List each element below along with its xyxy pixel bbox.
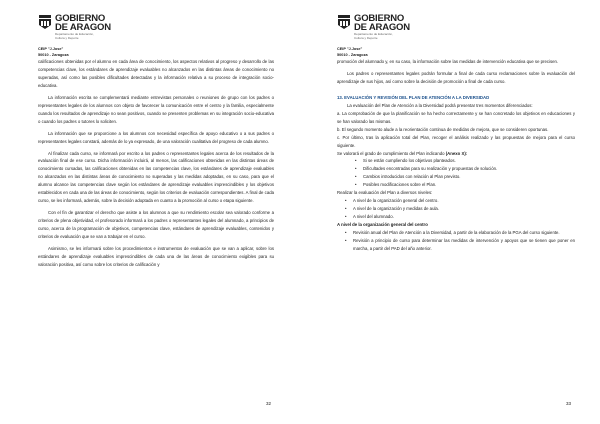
paragraph: Se valorará el grado de cumplimiento del Plan indicando (Anexo X): [337, 150, 468, 156]
list-item: • Posibles modificaciones sobre el Plan. [363, 181, 575, 189]
list-item: • A nivel de la organización y medidas de aula. [353, 205, 575, 213]
aragon-crest-icon [337, 14, 351, 30]
objectives-list [337, 157, 575, 189]
paragraph: La información que se proporcione a los alumnos con necesidad específica de apoyo educativo o a sus padres o representantes legales constará, además de lo ya expresado, de una valoración cualitativa del progreso de cada alumno. [38, 130, 274, 144]
logo-sub-1: Departamento de Educación, [55, 32, 94, 36]
paragraph: Los padres o representantes legales podrán formular a final de cada curso reclamaciones sobre la evaluación del aprendizaje de sus hijos, así como sobre la decisión de promoción a final de cada curso. [337, 70, 575, 84]
list-item: • A nivel de la organización general del centro. [353, 197, 575, 205]
logo-sub-2: Cultura y Deporte [354, 36, 378, 41]
paragraph: c. Por último, tras la aplicación total del Plan, recoger el análisis realizado y las propuestas de mejora para el curso siguiente. [337, 134, 575, 148]
school-header [337, 47, 368, 58]
school-name: CEIP "J.Jose" [38, 47, 64, 51]
school-postcode: 50010 - Zaragoza [38, 52, 69, 57]
gobierno-aragon-logo [337, 14, 410, 41]
section-heading: 13. EVALUACIÓN Y REVISIÓN DEL PLAN DE ATENCIÓN A LA DIVERSIDAD [337, 94, 490, 100]
paragraph: Al finalizar cada curso, se informará por escrito a los padres o representantes legales acerca de los resultados de la evaluación final de ese curso. Dicha información incluirá, al menos, las calificaciones obtenidas en las distintas áreas de conocimiento cursadas, las calificaciones obtenidas en las competencias clave, los estándares de aprendizaje evaluables no alcanzados en las distintas áreas de conocimiento no superadas y las medidas adoptadas, en su caso, para que el alumno alcance las competencias clave según los estándares de aprendizaje evaluables imprescindibles y los objetivos establecidos en cada una de las áreas de conocimiento, según los criterios de evaluación correspondientes. A final de cada curso, se les informará, además, sobre la decisión adoptada en cuanto a la promoción al curso o etapa siguiente. [38, 150, 274, 204]
logo-line-1: GOBIERNO [55, 13, 106, 24]
paragraph: La información escrita se complementará mediante entrevistas personales o reuniones de grupo con los padres o representantes legales de los alumnos con objeto de favorecer la comunicación entre el centro y la familia, especialmente cuando los resultados de aprendizaje no sean positivos, cuando se presenten problemas en su integración socio-educativa o cuando los padres o tutores lo soliciten. [38, 94, 274, 124]
paragraph: calificaciones obtenidas por el alumno en cada área de conocimiento, los aspectos relativos al progreso y desarrollo de las competencias clave, los estándares de aprendizaje evaluables no alcanzados en las distintas áreas de conocimiento no superadas, así como las posibles dificultades detectadas y la información relativa a su proceso de integración socio-educativa. [38, 59, 274, 88]
paragraph: La evaluación del Plan de Atención a la Diversidad podrá presentar tres momentos diferenciados: [347, 102, 533, 108]
list-item: • A nivel del alumnado. [353, 213, 575, 221]
paragraph: b. El segundo momento alude a la reorientación continua de medidas de mejora, que se consideren oportunas. [337, 126, 549, 132]
paragraph: promoción del alumnado y, en su caso, la información sobre las medidas de intervención educativa que se precisen. [337, 59, 559, 64]
logo-sub-1: Departamento de Educación, [354, 32, 393, 36]
list-item: • Revisión a principio de curso para determinar las medidas de intervención y apoyos que se tienen que poner en marcha, a partir del PAD del año anterior. [353, 237, 575, 253]
logo-line-1: GOBIERNO [354, 13, 405, 24]
subsection-heading: A nivel de la organización general del centro [337, 222, 428, 228]
left-body-text [38, 58, 274, 269]
logo-sub-2: Cultura y Deporte [55, 36, 79, 41]
list-item: • Dificultades encontradas para su realización y propuestas de solución. [363, 165, 575, 173]
paragraph: Realizar la evaluación del Plan a diversos niveles: [337, 190, 433, 196]
school-postcode: 50010 - Zaragoza [337, 52, 368, 57]
aragon-crest-icon [38, 14, 52, 30]
school-name: CEIP "J.Jose" [337, 47, 363, 51]
school-header [38, 47, 69, 58]
logo-line-2: DE ARAGON [354, 21, 410, 33]
centre-level-list [337, 229, 575, 253]
page-number: 32 [266, 401, 272, 406]
right-body-text [337, 58, 575, 253]
paragraph: Asimismo, se les informará sobre los procedimientos e instrumentos de evaluación que se van a aplicar, sobre los estándares de aprendizaje evaluables imprescindibles de cada una de las áreas de conocimiento exigibles para su valoración positiva, así como sobre los criterios de calificación y [38, 246, 274, 267]
list-item: • Cambios introducidos con relación al Plan previsto. [363, 173, 575, 181]
right-page [300, 0, 600, 424]
paragraph: a. La comprobación de que la planificación se ha hecho correctamente y se han concretado los objetivos en educaciones y se han valorado las mismas. [337, 110, 575, 124]
levels-list [337, 197, 575, 221]
paragraph: Con el fin de garantizar el derecho que asiste a los alumnos a que su rendimiento escolar sea valorado conforme a criterios de plena objetividad, el profesorado informará a los padres o representantes legales del alumnado, a principios de curso, acerca de la programación de objetivos, competencias clave, estándares de aprendizaje evaluables, contenidos y criterios de evaluación que se van a trabajar en el curso. [38, 210, 274, 240]
logo-line-2: DE ARAGON [55, 21, 111, 33]
list-item: • Revisión anual del Plan de Atención a la Diversidad, a partir de la elaboración de la PGA del curso siguiente. [353, 229, 575, 237]
anexo-reference: (Anexo X): [445, 150, 468, 156]
list-item: • Si se están cumpliendo los objetivos planteados. [363, 157, 575, 165]
page-number: 33 [566, 401, 572, 406]
gobierno-aragon-logo [38, 14, 111, 41]
